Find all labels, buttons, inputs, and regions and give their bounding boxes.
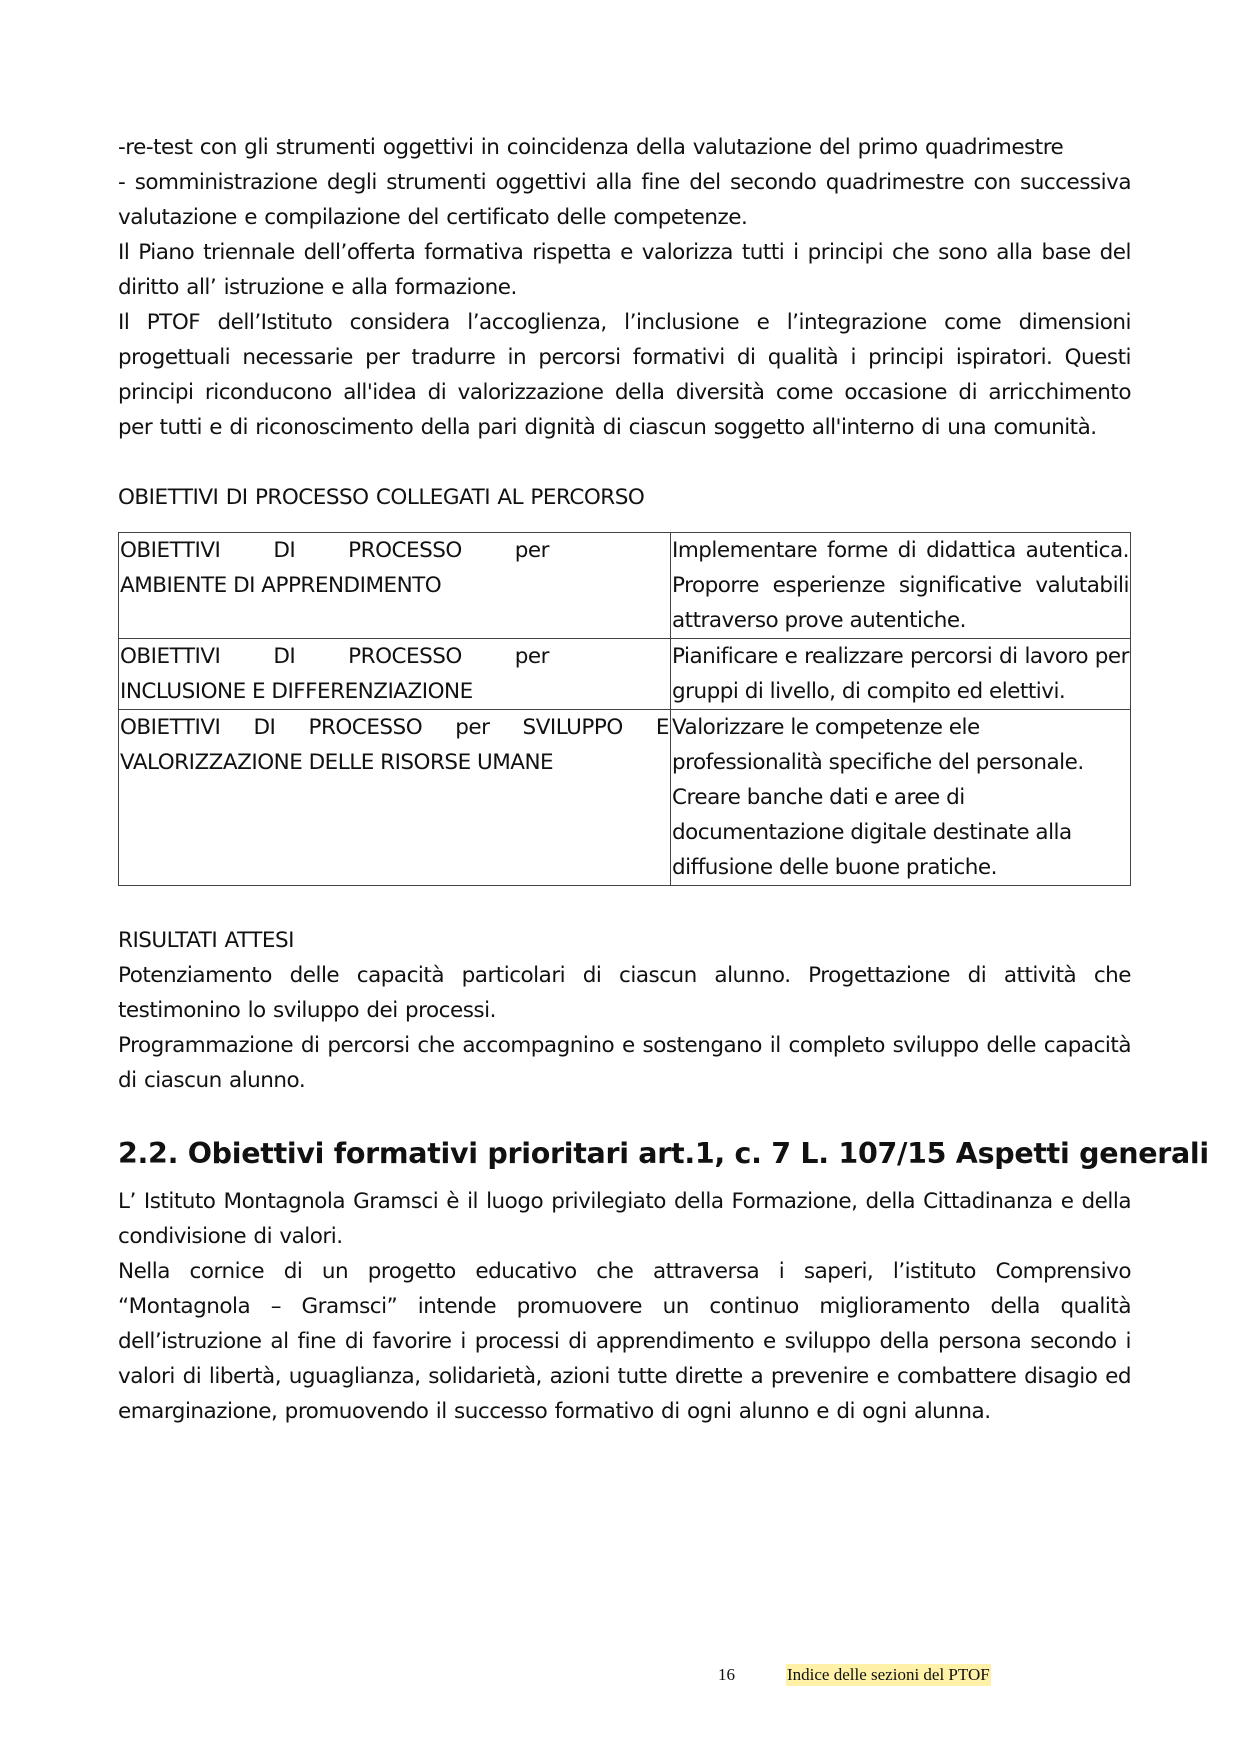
label-word: per	[514, 644, 549, 669]
table-row	[119, 639, 1131, 710]
body-paragraph-cornice: Nella cornice di un progetto educativo che attraversa i saperi, l’istituto Comprensivo “Montagnola – Gramsci” intende promuovere un continuo miglioramento della qualità dell’istruzione al fine di favorire i processi di apprendimento e sviluppo della persona secondo i valori di libertà, uguaglianza, solidarietà, azioni tutte dirette a prevenire e combattere disagio ed emarginazione, promuovendo il successo formativo di ogni alunno e di ogni alunna.	[118, 1259, 1131, 1424]
objective-label-cell	[119, 533, 671, 639]
objective-label-cell	[119, 710, 671, 886]
page-number: 16	[718, 1665, 735, 1684]
section-heading-obiettivi: OBIETTIVI DI PROCESSO COLLEGATI AL PERCORSO	[118, 485, 645, 510]
index-link[interactable]: Indice delle sezioni del PTOF	[787, 1665, 990, 1684]
objective-label-line2: INCLUSIONE E DIFFERENZIAZIONE	[120, 679, 473, 704]
label-word: DI	[273, 644, 296, 669]
label-word: OBIETTIVI	[120, 538, 221, 563]
intro-paragraph-piano: Il Piano triennale dell’offerta formativa rispetta e valorizza tutti i principi che sono alla base del diritto all’ istruzione e alla formazione.	[118, 240, 1131, 300]
label-word: E	[655, 715, 669, 740]
table-row	[119, 710, 1131, 886]
objective-label-line2: AMBIENTE DI APPRENDIMENTO	[120, 573, 442, 598]
table-row	[119, 533, 1131, 639]
label-word: PROCESSO	[308, 715, 423, 740]
label-word: SVILUPPO	[522, 715, 623, 740]
objective-label-line2: VALORIZZAZIONE DELLE RISORSE UMANE	[120, 750, 554, 775]
objective-label-cell	[119, 639, 671, 710]
label-word: PROCESSO	[348, 538, 462, 563]
body-paragraph-istituto: L’ Istituto Montagnola Gramsci è il luogo privilegiato della Formazione, della Cittadinanza e della condivisione di valori.	[118, 1189, 1131, 1249]
objective-description-cell: Pianificare e realizzare percorsi di lavoro per gruppi di livello, di compito ed elettivi.	[671, 639, 1131, 710]
section-2-2-heading: 2.2. Obiettivi formativi prioritari art.1, c. 7 L. 107/15 Aspetti generali	[118, 1137, 1209, 1170]
results-title: RISULTATI ATTESI	[118, 928, 294, 953]
label-word: OBIETTIVI	[120, 644, 221, 669]
objective-description-cell: Implementare forme di didattica autentica. Proporre esperienze significative valutabili attraverso prove autentiche.	[671, 533, 1131, 639]
label-word: per	[514, 538, 549, 563]
objective-description-cell: Valorizzare le competenze ele professionalità specifiche del personale. Creare banche dati e aree di documentazione digitale destinate alla diffusione delle buone pratiche.	[671, 710, 1131, 886]
document-page	[118, 130, 1209, 1429]
label-word: PROCESSO	[348, 644, 462, 669]
label-word: DI	[253, 715, 276, 740]
intro-paragraph-ptof: Il PTOF dell’Istituto considera l’accoglienza, l’inclusione e l’integrazione come dimensioni progettuali necessarie per tradurre in percorsi formativi di qualità i principi ispiratori. Questi principi riconducono all'idea di valorizzazione della diversità come occasione di arricchimento per tutti e di riconoscimento della pari dignità di ciascun soggetto all'interno di una comunità.	[118, 310, 1131, 440]
label-word: per	[455, 715, 490, 740]
intro-paragraph-somministrazione: - somministrazione degli strumenti oggettivi alla fine del secondo quadrimestre con successiva valutazione e compilazione del certificato delle competenze.	[118, 170, 1131, 230]
results-paragraph: Potenziamento delle capacità particolari di ciascun alunno. Progettazione di attività che testimonino lo sviluppo dei processi.	[118, 963, 1131, 1023]
label-word: DI	[273, 538, 296, 563]
label-word: OBIETTIVI	[120, 715, 221, 740]
results-paragraph: Programmazione di percorsi che accompagnino e sostengano il completo sviluppo delle capacità di ciascun alunno.	[118, 1033, 1131, 1093]
intro-line-retest: -re-test con gli strumenti oggettivi in coincidenza della valutazione del primo quadrimestre	[118, 135, 1064, 160]
objectives-table	[118, 532, 1131, 886]
